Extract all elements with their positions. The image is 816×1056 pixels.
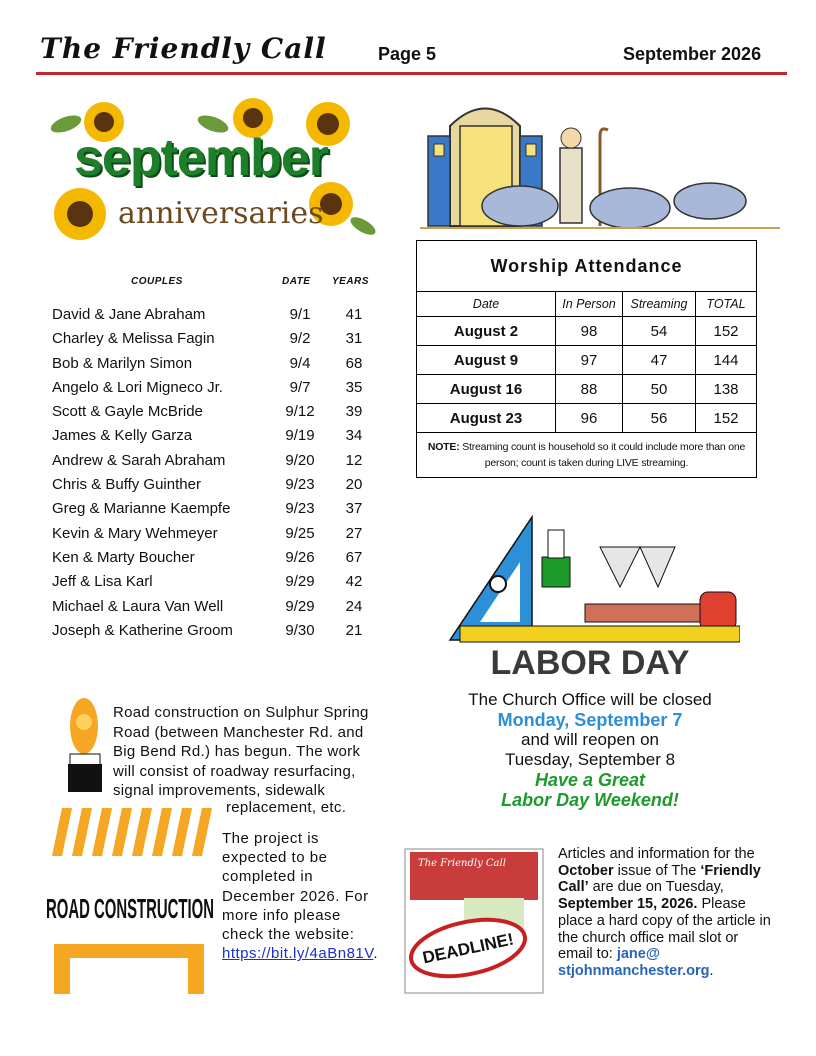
couple-name: David & Jane Abraham [52,306,206,323]
banner-subtitle: anniversaries [118,196,324,231]
labor-day-art-label: LABOR DAY [490,644,690,682]
couple-name: Kevin & Mary Wehmeyer [52,524,218,542]
couple-name: Andrew & Sarah Abraham [52,451,226,469]
anniversary-years: 39 [345,403,363,421]
col-header-couples: COUPLES [131,276,183,287]
table-header-row [417,291,756,317]
anniversary-date: 9/29 [285,573,315,591]
deadline-month: October [558,862,614,879]
anniversary-row [52,355,372,379]
worship-table [417,291,756,433]
couple-name: Bob & Marilyn Simon [52,354,193,372]
anniversary-row [52,476,372,500]
shepherd-sheep-image [410,96,790,236]
anniversary-date: 9/26 [285,548,315,566]
deadline-text: issue of The [613,862,701,879]
reopen-date: Tuesday, September 8 [504,750,676,769]
anniversary-years: 35 [345,378,363,396]
couple-name: Angelo & Lori Migneco Jr. [52,378,223,396]
anniversary-date: 9/7 [289,378,311,396]
labor-day-notice [420,690,760,810]
anniversary-row [52,452,372,476]
sunflower-icon [54,188,106,240]
couple-name: Michael & Laura Van Well [52,597,224,615]
anniversary-date: 9/1 [289,306,311,323]
couple-name: Scott & Gayle McBride [52,403,203,421]
cell-total: 138 [696,375,757,404]
anniversary-years: 67 [345,548,363,566]
road-link-period: . [373,945,379,963]
worship-title: Worship Attendance [417,241,756,292]
worship-attendance-box [416,240,757,478]
cell-date: August 16 [417,375,556,404]
cell-streaming: 56 [623,404,696,433]
anniversary-row [52,598,372,622]
labor-line: and will reopen on [521,730,659,749]
table-row [417,346,756,375]
deadline-text: . [709,962,714,979]
deadline-image [404,848,544,994]
masthead: The Friendly Call [40,32,327,65]
anniversary-years: 12 [345,451,363,469]
anniversary-years: 20 [345,476,363,494]
anniversary-date: 9/25 [285,524,315,542]
couple-name: Charley & Melissa Fagin [52,330,215,348]
deadline-text: are due on Tuesday, [588,879,724,896]
deadline-date: September 15, 2026. [558,896,698,913]
anniversary-row [52,427,372,451]
cell-in-person: 98 [556,317,623,346]
anniversary-row [52,330,372,354]
anniversary-years: 37 [345,500,363,518]
cell-streaming: 47 [623,346,696,375]
labor-day-tools-image [440,512,740,682]
col-header: Date [417,291,556,317]
anniversary-row [52,403,372,427]
col-header: TOTAL [696,291,757,317]
cell-streaming: 54 [623,317,696,346]
col-header: Streaming [623,291,696,317]
table-row [417,375,756,404]
anniversary-row [52,379,372,403]
newsletter-name: ‘Friendly Call’ [558,862,761,896]
greeting-line: Labor Day Weekend! [501,790,679,810]
website-link[interactable]: https://bit.ly/4aBn81V [222,945,374,963]
anniversary-years: 27 [345,524,363,542]
cell-total: 152 [696,317,757,346]
anniversary-years: 24 [345,597,363,615]
road-construction-text [222,829,382,963]
couple-name: James & Kelly Garza [52,427,193,445]
anniversary-date: 9/30 [285,621,315,639]
anniversary-years: 34 [345,427,363,445]
cell-streaming: 50 [623,375,696,404]
closed-date: Monday, September 7 [497,710,683,730]
cell-date: August 9 [417,346,556,375]
col-header-date: DATE [282,276,311,287]
anniversary-years: 42 [345,573,363,591]
table-row [417,404,756,433]
road-construction-text: replacement, etc. [226,799,347,816]
anniversary-years: 41 [345,306,363,323]
road-construction-text: Road construction on Sulphur Spring Road (between Manchester Rd. and Big Bend Rd.) has begun. The work will consist of roadway resurfacing, signal improvements, sidewalk [113,704,369,799]
worship-note [419,439,754,471]
anniversary-date: 9/2 [289,330,311,348]
col-header-years: YEARS [332,276,369,287]
anniversary-row [52,622,372,646]
road-construction-text-body: The project is expected to be completed in December 2026. For more info please check the website: [222,830,369,944]
deadline-stamp-text: DEADLINE! [420,929,516,968]
cell-total: 144 [696,346,757,375]
note-label: NOTE: [427,441,460,453]
greeting-line: Have a Great [534,770,646,790]
anniversary-years: 68 [345,354,363,372]
anniversary-row [52,500,372,524]
page-number: Page 5 [378,44,437,64]
deadline-text: Please place a hard copy of the article in the church office mail slot or email to: [558,896,771,963]
anniversary-list [52,306,372,646]
deadline-art-title: The Friendly Call [418,858,506,869]
anniversary-date: 9/12 [285,403,315,421]
couple-name: Joseph & Katherine Groom [52,621,233,639]
cell-in-person: 97 [556,346,623,375]
col-header: In Person [556,291,623,317]
issue-date: September 2026 [623,44,762,64]
deadline-notice [558,846,773,980]
anniversary-years: 31 [345,330,363,348]
note-text: Streaming count is household so it could include more than one person; count is taken during LIVE streaming. [459,441,746,469]
anniversary-row [52,549,372,573]
anniversary-row [52,306,372,330]
anniversary-date: 9/20 [285,451,315,469]
anniversary-date: 9/4 [289,354,311,372]
cell-date: August 23 [417,404,556,433]
cell-in-person: 88 [556,375,623,404]
couple-name: Ken & Marty Boucher [52,548,195,566]
labor-line: The Church Office will be closed [468,690,712,709]
email-link[interactable]: jane@ stjohnmanchester.org [558,946,710,979]
couple-name: Chris & Buffy Guinther [52,476,201,494]
banner-title: september [74,129,328,187]
table-row [417,317,756,346]
couple-name: Jeff & Lisa Karl [52,573,153,591]
couple-name: Greg & Marianne Kaempfe [52,500,231,518]
anniversary-row [52,525,372,549]
cell-date: August 2 [417,317,556,346]
anniversary-date: 9/23 [285,476,315,494]
anniversary-date: 9/19 [285,427,315,445]
anniversary-years: 21 [345,621,363,639]
anniversary-date: 9/23 [285,500,315,518]
anniversary-row [52,573,372,597]
header-divider [36,72,787,75]
deadline-text: Articles and information for the [558,846,755,862]
cell-total: 152 [696,404,757,433]
road-construction-art-label: ROAD CONSTRUCTION [46,893,214,924]
cell-in-person: 96 [556,404,623,433]
anniversary-date: 9/29 [285,597,315,615]
